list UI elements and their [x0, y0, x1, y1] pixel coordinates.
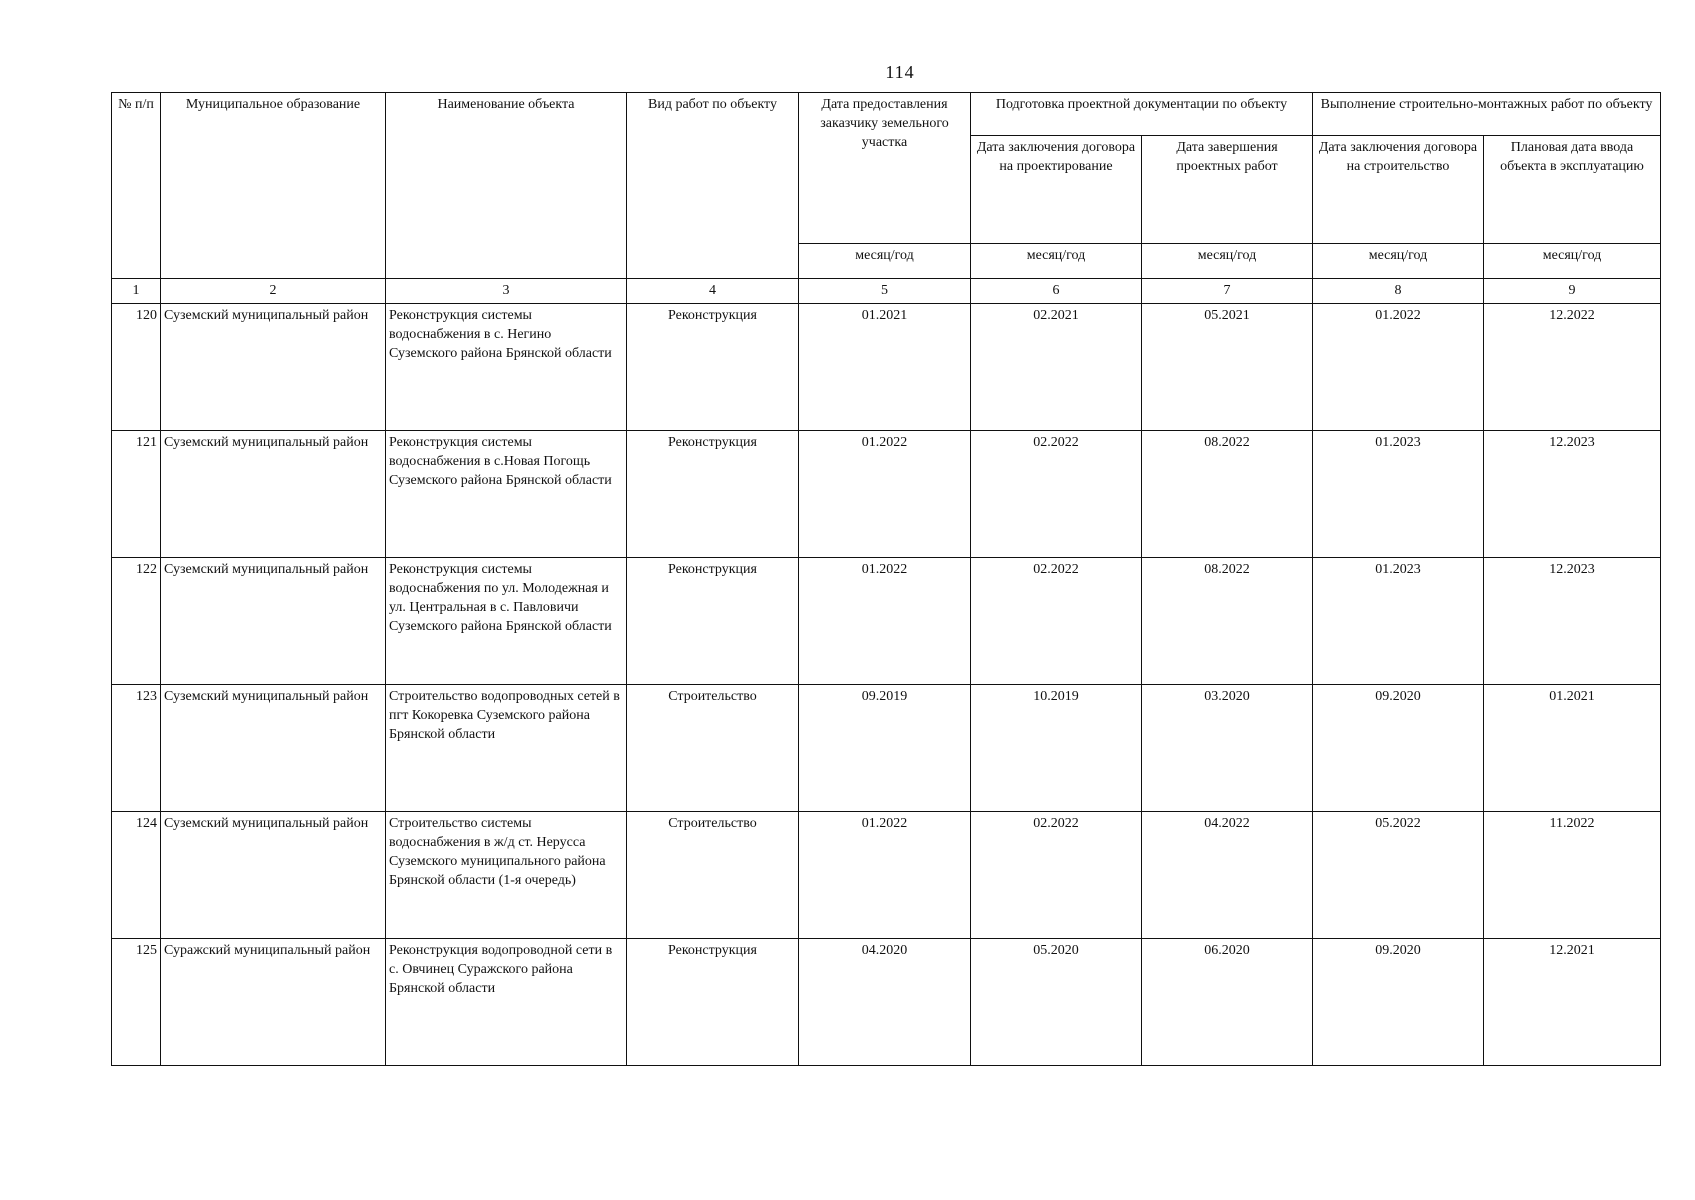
- row-number: 120: [112, 304, 161, 431]
- table-row: [112, 939, 1661, 1066]
- design-end-date-cell: 06.2020: [1142, 939, 1313, 1066]
- build-contract-date-cell: 09.2020: [1313, 685, 1484, 812]
- land-date-cell: 01.2022: [799, 431, 971, 558]
- municipality-cell: Суземский муниципальный район: [161, 431, 386, 558]
- table-row: [112, 558, 1661, 685]
- design-end-date-cell: 08.2022: [1142, 558, 1313, 685]
- work-type-cell: Строительство: [627, 812, 799, 939]
- land-date-cell: 01.2022: [799, 812, 971, 939]
- work-type-cell: Реконструкция: [627, 304, 799, 431]
- unit-col5: месяц/год: [799, 244, 971, 279]
- column-number: 8: [1313, 279, 1484, 304]
- row-number: 123: [112, 685, 161, 812]
- commissioning-date-cell: 12.2023: [1484, 558, 1661, 685]
- design-contract-date-cell: 02.2022: [971, 558, 1142, 685]
- column-number: 4: [627, 279, 799, 304]
- column-number: 5: [799, 279, 971, 304]
- build-contract-date-cell: 01.2023: [1313, 431, 1484, 558]
- column-number: 3: [386, 279, 627, 304]
- row-number: 122: [112, 558, 161, 685]
- header-col9: Плановая дата ввода объекта в эксплуатацию: [1484, 136, 1661, 244]
- object-name-cell: Реконструкция системы водоснабжения в с. Негино Суземского района Брянской области: [386, 304, 627, 431]
- unit-col7: месяц/год: [1142, 244, 1313, 279]
- unit-col8: месяц/год: [1313, 244, 1484, 279]
- land-date-cell: 09.2019: [799, 685, 971, 812]
- header-col3: Наименование объекта: [386, 93, 627, 279]
- column-number-row: [112, 279, 1661, 304]
- design-contract-date-cell: 10.2019: [971, 685, 1142, 812]
- header-col4: Вид работ по объекту: [627, 93, 799, 279]
- table-row: [112, 304, 1661, 431]
- commissioning-date-cell: 01.2021: [1484, 685, 1661, 812]
- header-col7: Дата завершения проектных работ: [1142, 136, 1313, 244]
- municipality-cell: Суземский муниципальный район: [161, 558, 386, 685]
- column-number: 1: [112, 279, 161, 304]
- row-number: 124: [112, 812, 161, 939]
- header-col5: Дата предоставления заказчику земельного участка: [799, 93, 971, 244]
- municipality-cell: Суземский муниципальный район: [161, 685, 386, 812]
- page-number: 114: [885, 62, 915, 82]
- design-contract-date-cell: 02.2021: [971, 304, 1142, 431]
- column-number: 6: [971, 279, 1142, 304]
- object-name-cell: Реконструкция водопроводной сети в с. Овчинец Суражского района Брянской области: [386, 939, 627, 1066]
- work-type-cell: Строительство: [627, 685, 799, 812]
- header-group-project: Подготовка проектной документации по объекту: [971, 93, 1313, 136]
- build-contract-date-cell: 05.2022: [1313, 812, 1484, 939]
- object-name-cell: Строительство водопроводных сетей в пгт Кокоревка Суземского района Брянской области: [386, 685, 627, 812]
- municipality-cell: Суземский муниципальный район: [161, 304, 386, 431]
- header-col8: Дата заключения договора на строительство: [1313, 136, 1484, 244]
- design-contract-date-cell: 02.2022: [971, 812, 1142, 939]
- land-date-cell: 01.2022: [799, 558, 971, 685]
- design-end-date-cell: 08.2022: [1142, 431, 1313, 558]
- object-name-cell: Реконструкция системы водоснабжения в с.Новая Погощь Суземского района Брянской области: [386, 431, 627, 558]
- column-number: 2: [161, 279, 386, 304]
- work-type-cell: Реконструкция: [627, 939, 799, 1066]
- work-type-cell: Реконструкция: [627, 558, 799, 685]
- header-group-construction: Выполнение строительно-монтажных работ по объекту: [1313, 93, 1661, 136]
- commissioning-date-cell: 12.2021: [1484, 939, 1661, 1066]
- table-row: [112, 685, 1661, 812]
- commissioning-date-cell: 12.2023: [1484, 431, 1661, 558]
- build-contract-date-cell: 01.2022: [1313, 304, 1484, 431]
- object-name-cell: Строительство системы водоснабжения в ж/д ст. Нерусса Суземского муниципального района Брянской области (1-я очередь): [386, 812, 627, 939]
- column-number: 7: [1142, 279, 1313, 304]
- build-contract-date-cell: 01.2023: [1313, 558, 1484, 685]
- design-end-date-cell: 05.2021: [1142, 304, 1313, 431]
- municipality-cell: Суземский муниципальный район: [161, 812, 386, 939]
- unit-col9: месяц/год: [1484, 244, 1661, 279]
- commissioning-date-cell: 11.2022: [1484, 812, 1661, 939]
- design-end-date-cell: 03.2020: [1142, 685, 1313, 812]
- land-date-cell: 04.2020: [799, 939, 971, 1066]
- build-contract-date-cell: 09.2020: [1313, 939, 1484, 1066]
- land-date-cell: 01.2021: [799, 304, 971, 431]
- header-col6: Дата заключения договора на проектирование: [971, 136, 1142, 244]
- municipality-cell: Суражский муниципальный район: [161, 939, 386, 1066]
- objects-table: [111, 92, 1661, 1066]
- header-row-1: [112, 93, 1661, 136]
- row-number: 125: [112, 939, 161, 1066]
- row-number: 121: [112, 431, 161, 558]
- commissioning-date-cell: 12.2022: [1484, 304, 1661, 431]
- header-col1: № п/п: [112, 93, 161, 279]
- object-name-cell: Реконструкция системы водоснабжения по ул. Молодежная и ул. Центральная в с. Павловичи Суземского района Брянской области: [386, 558, 627, 685]
- work-type-cell: Реконструкция: [627, 431, 799, 558]
- unit-col6: месяц/год: [971, 244, 1142, 279]
- table-row: [112, 812, 1661, 939]
- column-number: 9: [1484, 279, 1661, 304]
- design-contract-date-cell: 05.2020: [971, 939, 1142, 1066]
- header-col2: Муниципальное образование: [161, 93, 386, 279]
- design-contract-date-cell: 02.2022: [971, 431, 1142, 558]
- design-end-date-cell: 04.2022: [1142, 812, 1313, 939]
- table-row: [112, 431, 1661, 558]
